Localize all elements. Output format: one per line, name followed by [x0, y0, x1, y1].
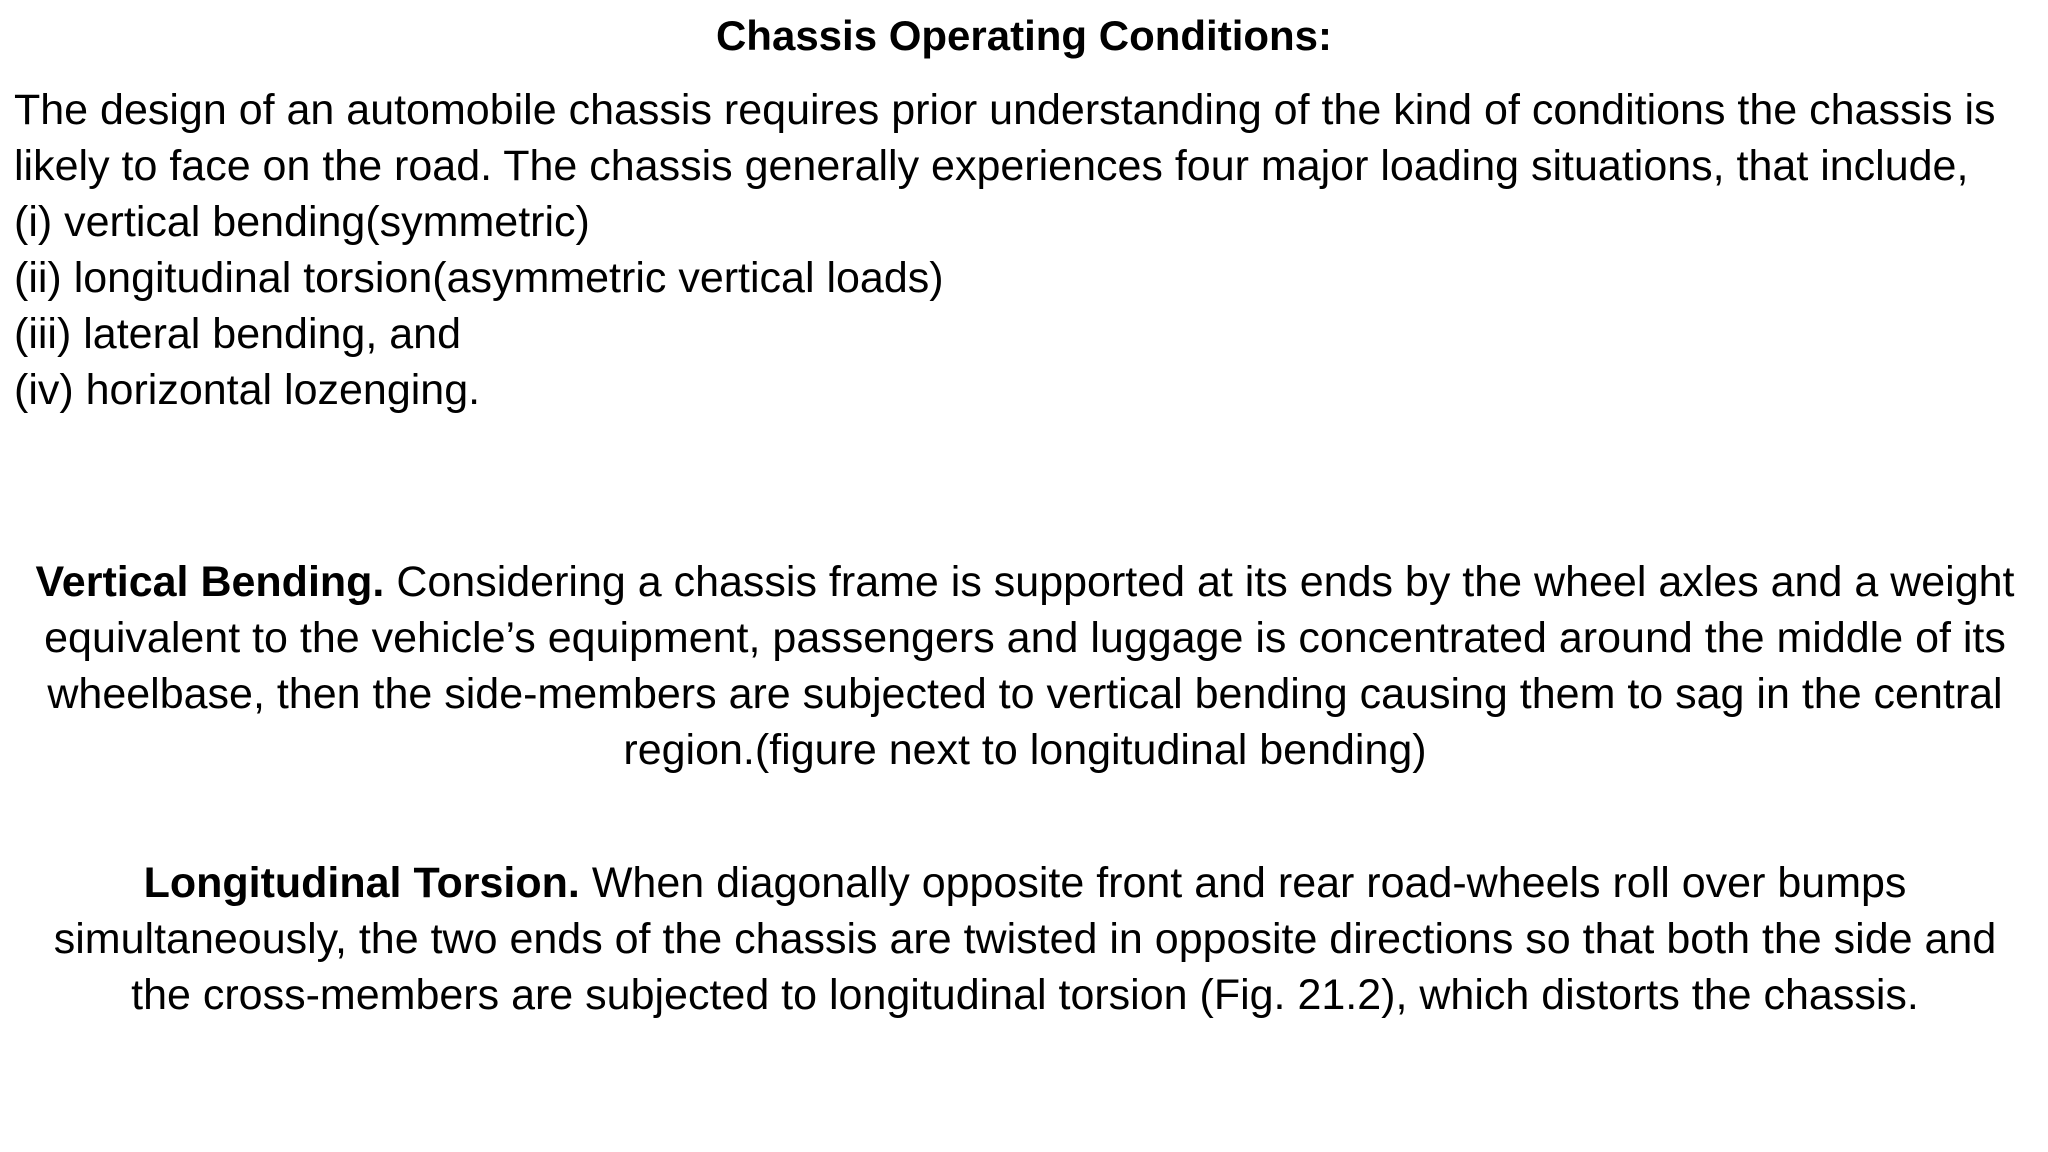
intro-block	[14, 82, 2024, 418]
longitudinal-torsion-heading: Longitudinal Torsion.	[143, 859, 580, 907]
list-item: (ii) longitudinal torsion(asymmetric vertical loads)	[14, 254, 944, 302]
longitudinal-torsion-section	[30, 855, 2020, 1023]
list-item: (i) vertical bending(symmetric)	[14, 198, 590, 246]
longitudinal-torsion-text: When diagonally opposite front and rear road-wheels roll over bumps simultaneously, the two ends of the chassis are twisted in opposite directions so that both the side and the cross-members are subjected to longitudinal torsion (Fig. 21.2), which distorts the chassis.	[53, 859, 1997, 1019]
slide-title: Chassis Operating Conditions:	[715, 12, 1333, 59]
vertical-bending-section	[30, 554, 2020, 778]
list-item: (iv) horizontal lozenging.	[14, 366, 481, 414]
loading-situations-list	[14, 194, 2024, 418]
intro-paragraph: The design of an automobile chassis requires prior understanding of the kind of conditions the chassis is likely to face on the road. The chassis generally experiences four major loading situations, that include,	[14, 86, 1996, 190]
list-item: (iii) lateral bending, and	[14, 310, 461, 358]
vertical-bending-heading: Vertical Bending.	[35, 558, 385, 606]
vertical-bending-text: Considering a chassis frame is supported at its ends by the wheel axles and a weight equivalent to the vehicle’s equipment, passengers and luggage is concentrated around the middle of its wheelbase, then the side-members are subjected to vertical bending causing them to sag in the central region.(figure next to longitudinal bending)	[44, 558, 2015, 774]
